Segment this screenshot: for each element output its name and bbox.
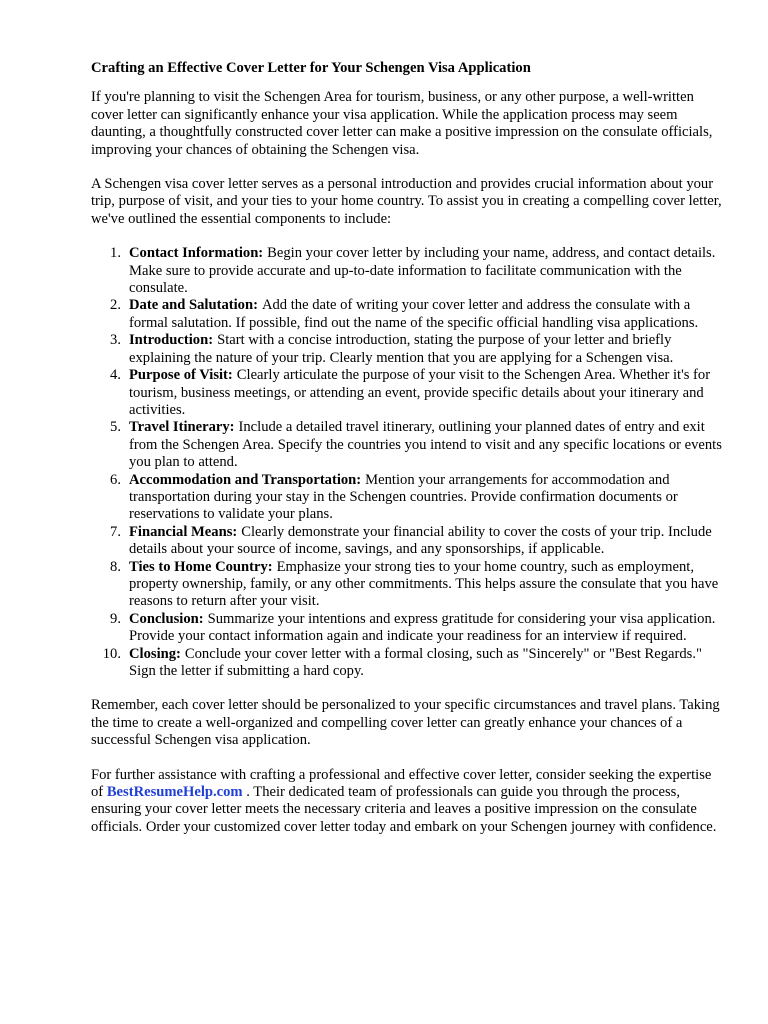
list-item-number: 9. (110, 610, 121, 627)
list-item (91, 245, 723, 297)
list-item-title: Contact Information: (129, 245, 264, 262)
closing-paragraph-2-text-after: . Their dedicated team of professionals can guide you through the process, ensuring your cover letter meets the necessary criteria and leaves a positive impression on the consulate officials. Order your customized cover letter today and embark on your Schengen journey with confidence. (91, 784, 717, 835)
closing-paragraph-2-text-before: For further assistance with crafting a professional and effective cover letter, consider seeking the expertise of (91, 766, 712, 801)
list-item (91, 611, 723, 646)
list-item (91, 297, 723, 332)
list-item-text: Conclude your cover letter with a formal closing, such as "Sincerely" or "Best Regards." Sign the letter if submitting a hard copy. (129, 645, 702, 679)
list-item-text: Start with a concise introduction, stating the purpose of your letter and briefly explaining the nature of your trip. Clearly mention that you are applying for a Schengen visa. (129, 332, 674, 366)
list-item (91, 472, 723, 524)
list-item (91, 332, 723, 367)
list-item-number: 4. (110, 367, 121, 384)
list-item-title: Introduction: (129, 332, 214, 349)
list-item-text: Clearly demonstrate your financial ability to cover the costs of your trip. Include details about your source of income, savings, and any sponsorships, if applicable. (129, 523, 712, 558)
closing-paragraph-1: Remember, each cover letter should be personalized to your specific circumstances and travel plans. Taking the time to create a well-organized and compelling cover letter can greatly enhance your chances of a successful Schengen visa application. (91, 697, 720, 749)
list-item-title: Date and Salutation: (129, 297, 258, 314)
list-item-title: Purpose of Visit: (129, 367, 233, 384)
list-item-text: Emphasize your strong ties to your home country, such as employment, property ownership, family, or any other commitments. This helps assure the consulate that you have reasons to return after your visit. (129, 558, 719, 610)
list-item-text: Begin your cover letter by including your name, address, and contact details. Make sure to provide accurate and up-to-date information to facilitate communication with the consulate. (129, 245, 716, 297)
intro-paragraph-1: If you're planning to visit the Schengen Area for tourism, business, or any other purpose, a well-written cover letter can significantly enhance your visa application. While the application process may seem daunting, a thoughtfully constructed cover letter can make a positive impression on the consulate officials, improving your chances of obtaining the Schengen visa. (91, 89, 713, 158)
list-item-text: Include a detailed travel itinerary, outlining your planned dates of entry and exit from the Schengen Area. Specify the countries you intend to visit and any specific locations or events you plan to attend. (129, 419, 722, 471)
list-item-text: Summarize your intentions and express gratitude for considering your visa application. Provide your contact information again and indicate your readiness for an interview if required. (129, 610, 716, 645)
list-item-text: Mention your arrangements for accommodation and transportation during your stay in the Schengen countries. Provide confirmation documents or reservations to validate your plans. (129, 471, 678, 523)
list-item (91, 367, 723, 419)
list-item-title: Ties to Home Country: (129, 558, 273, 575)
list-item (91, 419, 723, 471)
list-item-number: 8. (110, 558, 121, 575)
intro-paragraph-2: A Schengen visa cover letter serves as a personal introduction and provides crucial information about your trip, purpose of visit, and your ties to your home country. To assist you in creating a compelling cover letter, we've outlined the essential components to include: (91, 176, 722, 227)
list-item-title: Accommodation and Transportation: (129, 471, 362, 488)
list-item-number: 1. (110, 245, 121, 262)
list-item-title: Closing: (129, 645, 181, 662)
list-item (91, 646, 723, 681)
components-list (91, 245, 723, 680)
list-item-number: 6. (110, 471, 121, 488)
list-item-text: Clearly articulate the purpose of your visit to the Schengen Area. Whether it's for tourism, business meetings, or attending an event, provide specific details about your itinerary and activities. (129, 367, 711, 418)
list-item-number: 10. (102, 645, 121, 662)
list-item-title: Financial Means: (129, 523, 238, 540)
closing-paragraph-2 (91, 767, 723, 837)
list-item-title: Conclusion: (129, 610, 204, 627)
list-item (91, 559, 723, 611)
bestresumehelp-link[interactable]: BestResumeHelp.com (106, 784, 243, 801)
list-item-number: 2. (110, 297, 121, 314)
list-item-number: 7. (110, 523, 121, 540)
list-item-number: 5. (110, 419, 121, 436)
list-item-text: Add the date of writing your cover letter and address the consulate with a formal salutation. If possible, find out the name of the specific official handling visa applications. (129, 297, 699, 331)
list-item-number: 3. (110, 332, 121, 349)
list-item (91, 524, 723, 559)
document-page (91, 60, 723, 853)
document-title: Crafting an Effective Cover Letter for Your Schengen Visa Application (91, 60, 531, 76)
list-item-title: Travel Itinerary: (129, 419, 235, 436)
